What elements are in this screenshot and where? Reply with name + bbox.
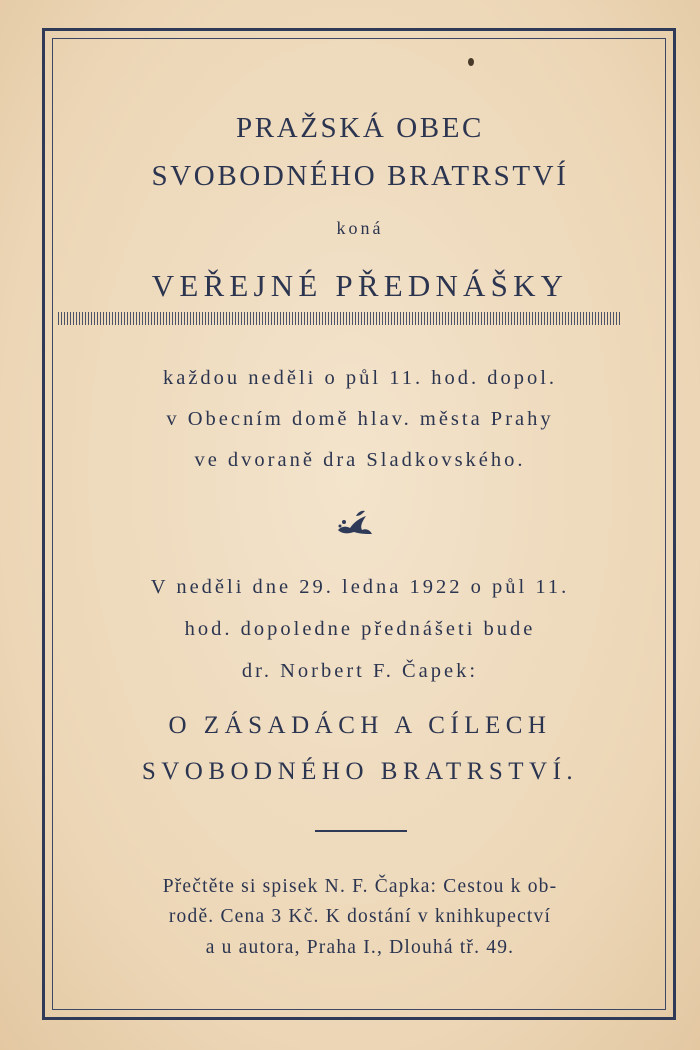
hatched-rule (58, 312, 620, 325)
organization-name-line1: PRAŽSKÁ OBEC (236, 112, 484, 144)
lecture-topic-line-2: SVOBODNÉHO BRATRSTVÍ. (141, 758, 579, 785)
floral-ornament-icon (332, 508, 378, 538)
announcement-line-1: V neděli dne 29. ledna 1922 o půl 11. (150, 576, 570, 598)
schedule-line-2: v Obecním domě hlav. města Prahy (166, 408, 554, 430)
lecture-topic-line-1: O ZÁSADÁCH A CÍLECH (168, 712, 552, 739)
footer-note-line-2: rodě. Cena 3 Kč. K dostání v knihkupectví (168, 906, 552, 927)
announcement-line-2: hod. dopoledne přednášeti bude (184, 618, 536, 640)
verb-line: koná (336, 218, 384, 238)
schedule-line-1: každou neděli o půl 11. hod. dopol. (162, 367, 558, 389)
footer-note-line-3: a u autora, Praha I., Dlouhá tř. 49. (205, 937, 515, 958)
schedule-line-3: ve dvoraně dra Sladkovského. (194, 449, 526, 471)
footer-note-line-1: Přečtěte si spisek N. F. Čapka: Cestou k ob- (162, 876, 558, 897)
short-divider (315, 830, 407, 832)
announcement-line-3: dr. Norbert F. Čapek: (241, 660, 479, 682)
organization-name-line2: SVOBODNÉHO BRATRSTVÍ (151, 160, 569, 192)
headline: VEŘEJNÉ PŘEDNÁŠKY (151, 268, 569, 303)
flyer-content (60, 0, 660, 1050)
